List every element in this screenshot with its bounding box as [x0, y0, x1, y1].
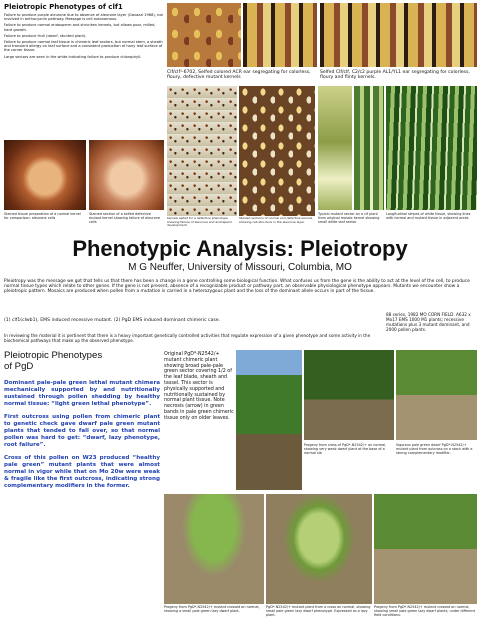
stained-mutant-micrograph: [89, 140, 164, 210]
ear-photo-1: [243, 3, 317, 67]
intro-para-3: In reviewing the material it is pertinent that there is a heavy important genetically controlled activities that regulate expression of a given phenotype and some activity in the biochemical pathways that make up the observed phenotype.: [4, 333, 371, 343]
micro-caption-2: Stained section of a selfed defective mutant kernel showing failure of aleurone cells: [89, 212, 161, 224]
original-chimera-caption: Original PgD*-N2542/+ mutant chimeric plant showing broad pale-pale green sector covering 1/2 of the leaf blade, sheath and tassel. This sector is physically supported and nutritionally sustained by normal plant tissue. Note necrosis (arrow) in green bands in pale green chimeric tissue only on older leaves.: [164, 352, 234, 421]
lazy-dwarf-photo-1: [164, 494, 264, 604]
clf1-para-3: Failure to produce fruit (dwarf, stunted plant).: [4, 33, 87, 38]
defective-kernels-photo: [167, 3, 241, 67]
caption-a: Progeny from cross of PgD*-N2542/+ on normal, showing very weak dwarf plant at the base of a normal sib: [304, 443, 387, 455]
caption-d: PgD*-N2542/+ mutant plant from a cross on normal, showing small pale green lazy dwarf phenotype. Expressed as a lazy plant.: [266, 605, 371, 617]
pgd-para-2: First outcross using pollen from chimeric plant to genetic check gave dwarf pale green mutant plants that tended to fall over, so that normal pollen was hard to get: “dwarf, lazy phenotype, root failure”.: [4, 414, 160, 448]
chimera-leaf-photo: [304, 350, 394, 440]
caption-e: Progeny from PgD*-N2542/+ mutant crossed on normal, showing small pale green lazy dwarf plants, under different field conditions.: [374, 605, 475, 617]
banner-author: M G Neuffer, University of Missouri, Columbia, MO: [128, 262, 352, 273]
leaf-caption-1: Typical mutant sector on a clf plant from original mosaic kernel showing small white leaf sector: [318, 212, 380, 224]
clf1-para-2: Failure to produce normal endosperm and shrunken kernels, but allows poor, milled, hard growth.: [4, 23, 156, 32]
ear-caption-1: Clf/clf¹-6702, Selfed colored ACR ear segregating for colorless, floury, defective mutant kernels: [167, 70, 311, 81]
clf1-para-4: Failure to produce normal leaf tissue in chimeric leaf sectors, but normal stem, a sheath and transient allergy on leaf surface and a consistent production of hairy leaf surface of the corner tissue.: [4, 40, 163, 53]
intro-para-1: Pleiotropy was the message we got that tells us that there has been a change in a gene controlling some biological function. What confuses us from the gene is the ability to act at the level of the cell, to produce normal tissue types which relate to other genes. If the gene is not present, absence of a recognizable product or pathway part, an observable physiological phenotype appears. Mutants we encounter show a pleiotropic pattern. Mosaics are produced when pollen from a mutation is carried in a heterozygous plant and the loss of the dominant allele occurs in part of the tissue.: [4, 279, 470, 295]
micro-caption-1: Stained tissue preparation of a normal kernel for comparison: aleurone cells: [4, 212, 81, 220]
clf1-para-5: Large sectors are seen in the white indicating failure to produce chlorophyll.: [4, 54, 142, 59]
pgd-text-block: [4, 350, 160, 618]
intro-para-2: (1) clf1(clwb1), EMS induced recessive mutant. (2) PgD EMS induced dominant chimeric case.: [4, 318, 221, 323]
banner-title: Phenotypic Analysis: Pleiotropy: [72, 236, 408, 261]
grid-caption-2: Stained sections of normal and defective kernels showing cell structure in the aleurone layer: [239, 216, 313, 224]
leaf-stripe-photo: [386, 86, 477, 210]
pgd-title-2: of PgD: [4, 361, 34, 372]
clf1-text-block: [4, 3, 164, 153]
clf1-para-1: Failure to produce purple aleurone due to absence of aleurone layer (Gavazzi 1968), not involved in anthocyanin pathway. Message is cell autonomous.: [4, 13, 163, 22]
leaf-caption-2: Longitudinal stripes of white tissue, showing lines with normal and mutant tissue in adjacent areas: [386, 212, 471, 220]
pgd-para-3: Cross of this pollen on W23 produced “healthy pale green” mutant plants that were almost normal in vigor while that on Mo 20w were weak & fragile like the first outcross, indicating strong complementary modifiers in the former.: [4, 455, 160, 489]
stained-normal-micrograph: [4, 140, 86, 210]
lazy-dwarf-photo-3: [374, 494, 477, 604]
ear-caption-2: Selfed Clf/clf, C2/c2 purple AL1/YL1 ear segregating for colorless, floury and flinty kernels.: [320, 70, 470, 81]
caption-b: Vigorous pale green dwarf PgD*-N2542/+ mutant plant from outcross on a stock with a strong complementary modifier.: [396, 443, 473, 455]
chimera-photo-tall: [236, 350, 302, 490]
leaf-sector-photo-1: [318, 86, 352, 210]
clf1-title: Pleiotropic Phenotypes of clf1: [4, 3, 123, 11]
dwarf-field-photo: [396, 350, 477, 440]
lazy-dwarf-photo-2: [266, 494, 372, 604]
kernel-grid-photo-1: [167, 86, 237, 216]
ear-photo-2: [320, 3, 477, 67]
kernel-grid-photo-2: [239, 86, 315, 216]
intro-note: 88 series, 1982 MO CORN FIELD. A632 x Mo17 EMS 1000 M1 plants; recessive mutations plus 3 mutant dominant, and 2000 pollen plants.: [386, 312, 471, 332]
grid-caption-1: Kernels selfed for a defective phenotype showing failure of aleurone and endosperm development: [167, 216, 233, 227]
leaf-sector-photo-2: [354, 86, 384, 210]
pgd-title-1: Pleiotropic Phenotypes: [4, 350, 103, 361]
caption-c: Progeny from PgD*-N2542/+ mutant crossed on normal, showing a small pale green lazy dwarf plant.: [164, 605, 260, 613]
pgd-para-1: Dominant pale-pale green lethal mutant chimera mechanically supported by and nutritionally sustained through pollen shedding by healthy normal tissue: “light green lethal phenotype”.: [4, 380, 160, 407]
